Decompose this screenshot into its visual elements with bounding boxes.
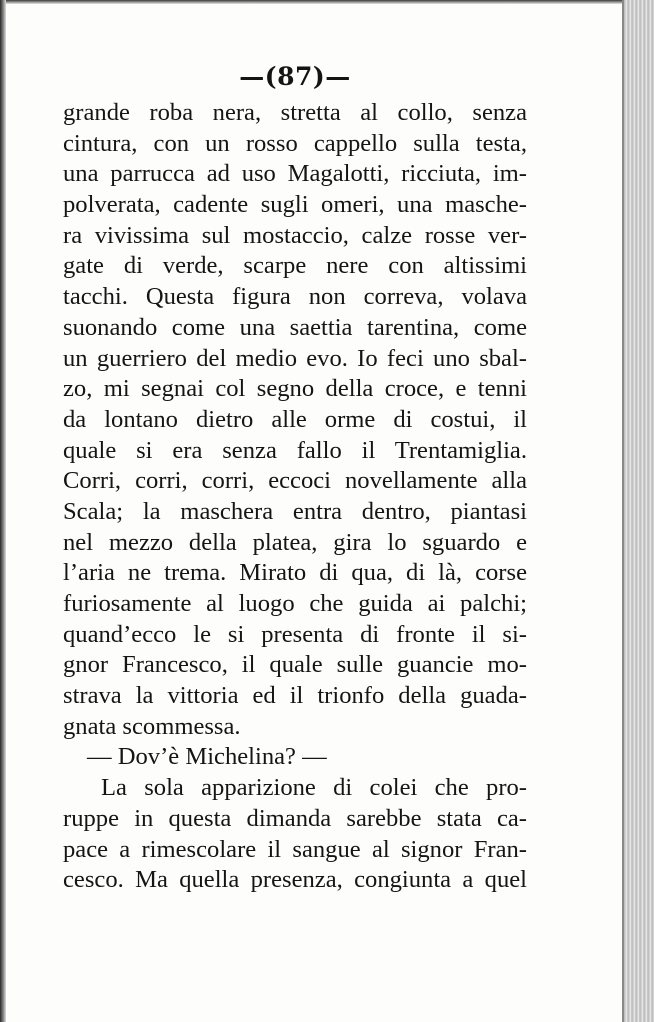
paragraph-first-line: La sola apparizione di colei che pro- xyxy=(101,774,527,802)
text-line: zo, mi segnai col segno della croce, e tenni xyxy=(63,375,527,403)
paragraph-end-line: gnata scommessa. xyxy=(63,712,241,740)
text-line: suonando come una saettia tarentina, come xyxy=(63,313,527,341)
page-stack-edge xyxy=(622,0,654,1022)
body-text xyxy=(63,98,527,896)
dialogue-line: — Dov’è Michelina? — xyxy=(87,743,327,771)
text-line: gate di verde, scarpe nere con altissimi xyxy=(63,252,527,280)
text-line: nel mezzo della platea, gira lo sguardo e xyxy=(63,528,527,556)
text-line: ruppe in questa dimanda sarebbe stata ca- xyxy=(63,804,527,832)
text-line: tacchi. Questa figura non correva, volava xyxy=(63,283,527,311)
page-number: —(87)— xyxy=(239,62,351,91)
text-line: un guerriero del medio evo. Io feci uno sbal- xyxy=(63,344,527,372)
text-line: Scala; la maschera entra dentro, piantasi xyxy=(63,497,527,525)
text-line: furiosamente al luogo che guida ai palchi; xyxy=(63,590,527,617)
page-left-edge xyxy=(0,0,6,1022)
text-line: strava la vittoria ed il trionfo della guada- xyxy=(63,682,527,710)
text-line: Corri, corri, corri, eccoci novellamente alla xyxy=(63,467,527,495)
text-line: una parrucca ad uso Magalotti, ricciuta, im- xyxy=(63,160,527,188)
page-gutter-line xyxy=(622,0,624,1022)
text-line: quale si era senza fallo il Trentamiglia. xyxy=(63,436,527,464)
page-top-edge xyxy=(0,0,654,4)
text-line: l’aria ne trema. Mirato di qua, di là, corse xyxy=(63,559,527,587)
text-line: quand’ecco le si presenta di fronte il si- xyxy=(63,620,527,648)
text-line: cesco. Ma quella presenza, congiunta a quel xyxy=(63,866,527,894)
text-line: gnor Francesco, il quale sulle guancie mo- xyxy=(63,651,527,679)
text-line: pace a rimescolare il sangue al signor Fran- xyxy=(63,835,527,863)
text-line: grande roba nera, stretta al collo, senza xyxy=(63,99,527,126)
text-line: polverata, cadente sugli omeri, una masche- xyxy=(63,191,527,219)
text-line: ra vivissima sul mostaccio, calze rosse ver- xyxy=(63,221,527,249)
text-line: cintura, con un rosso cappello sulla testa, xyxy=(63,129,527,157)
text-line: da lontano dietro alle orme di costui, il xyxy=(63,405,527,433)
